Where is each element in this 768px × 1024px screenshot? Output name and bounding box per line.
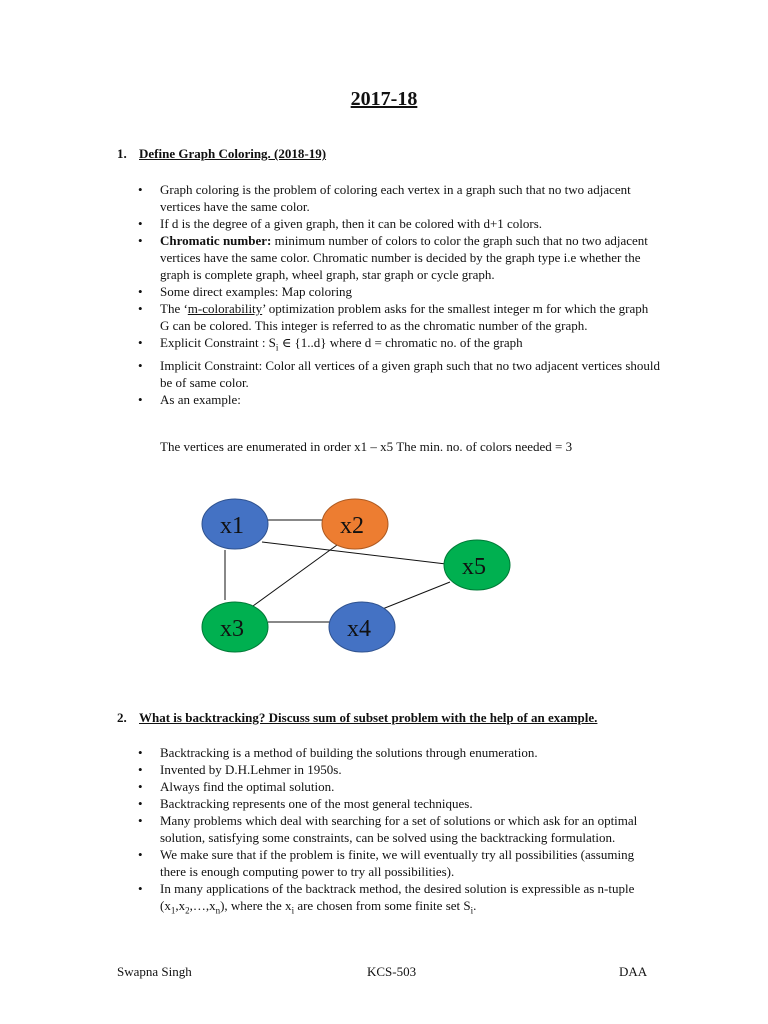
node-x1-label: x1 bbox=[220, 513, 244, 539]
tuple-text: ), where the x bbox=[220, 898, 292, 913]
edge-x4-x5 bbox=[380, 582, 450, 610]
tuple-sub: i bbox=[470, 905, 474, 916]
list-item: • We make sure that if the problem is finite, we will eventually try all possibilities (assuming there is enough computing power to try all possibilities). bbox=[160, 846, 660, 880]
tuple-sub: i bbox=[291, 905, 295, 916]
tuple-sub: 1 bbox=[170, 905, 176, 916]
tuple-text: In many applications of the backtrack method, the desired solution is expressible as n-tuple (x bbox=[160, 881, 635, 913]
tuple-sub: n bbox=[215, 905, 221, 916]
list-item: • Backtracking represents one of the most general techniques. bbox=[160, 795, 660, 812]
page-title: 2017-18 bbox=[350, 88, 418, 110]
list-item: • Implicit Constraint: Color all vertices of a given graph such that no two adjacent vertices should be of same color. bbox=[160, 357, 660, 391]
edge-x2-x3 bbox=[253, 545, 337, 606]
tuple-text: ,…,x bbox=[189, 898, 216, 913]
question-1-title: Define Graph Coloring. (2018-19) bbox=[139, 146, 327, 161]
tuple-sub: 2 bbox=[185, 905, 190, 916]
node-x5-label: x5 bbox=[462, 554, 486, 580]
footer-subject: DAA bbox=[619, 964, 648, 979]
question-1-number: 1. bbox=[117, 146, 127, 161]
node-x3-label: x3 bbox=[220, 616, 244, 642]
question-2-number: 2. bbox=[117, 710, 127, 725]
footer-course-code: KCS-503 bbox=[367, 964, 417, 979]
m-colorability-term: m-colorability bbox=[187, 301, 263, 316]
chromatic-number-term: Chromatic number: bbox=[160, 233, 272, 248]
tuple-text: ,x bbox=[175, 898, 186, 913]
chromatic-number-definition: minimum number of colors to color the graph such that no two adjacent vertices have the same color. Chromatic number is decided by the graph type i.e whether the graph is complete graph, wheel graph, star graph or cycle graph. bbox=[160, 233, 648, 282]
m-colorability-post: ’ optimization problem asks for the smallest integer m for which the graph G can be colored. This integer is referred to as the chromatic number of the graph. bbox=[160, 301, 649, 333]
list-item: • Many problems which deal with searching for a set of solutions or which ask for an optimal solution, satisfying some constraints, can be solved using the backtracking formulation. bbox=[160, 812, 660, 846]
explicit-constraint-post: ∈ {1..d} where d = chromatic no. of the graph bbox=[278, 335, 523, 350]
explicit-constraint-sub: i bbox=[275, 342, 279, 353]
node-x4-label: x4 bbox=[347, 616, 371, 642]
tuple-text: . bbox=[473, 898, 477, 913]
list-item: • Some direct examples: Map coloring bbox=[160, 283, 660, 300]
explicit-constraint-pre: Explicit Constraint : S bbox=[160, 335, 276, 350]
node-x2-label: x2 bbox=[340, 513, 364, 539]
question-2-heading bbox=[117, 710, 597, 726]
question-2-bullet-list bbox=[160, 744, 660, 920]
tuple-text: are chosen from some finite set S bbox=[294, 898, 471, 913]
m-colorability-pre: The ‘ bbox=[160, 301, 188, 316]
list-item: • Graph coloring is the problem of coloring each vertex in a graph such that no two adjacent vertices have the same color. bbox=[160, 181, 660, 215]
example-text: The vertices are enumerated in order x1 – x5 The min. no. of colors needed = 3 bbox=[160, 439, 573, 454]
question-2-title: What is backtracking? Discuss sum of subset problem with the help of an example. bbox=[139, 710, 598, 725]
footer-author: Swapna Singh bbox=[117, 964, 192, 979]
list-item: • Backtracking is a method of building the solutions through enumeration. bbox=[160, 744, 660, 761]
list-item bbox=[160, 880, 660, 920]
list-item: • Invented by D.H.Lehmer in 1950s. bbox=[160, 761, 660, 778]
list-item: • As an example: bbox=[160, 391, 660, 408]
list-item: • Always find the optimal solution. bbox=[160, 778, 660, 795]
list-item: • If d is the degree of a given graph, then it can be colored with d+1 colors. bbox=[160, 215, 660, 232]
